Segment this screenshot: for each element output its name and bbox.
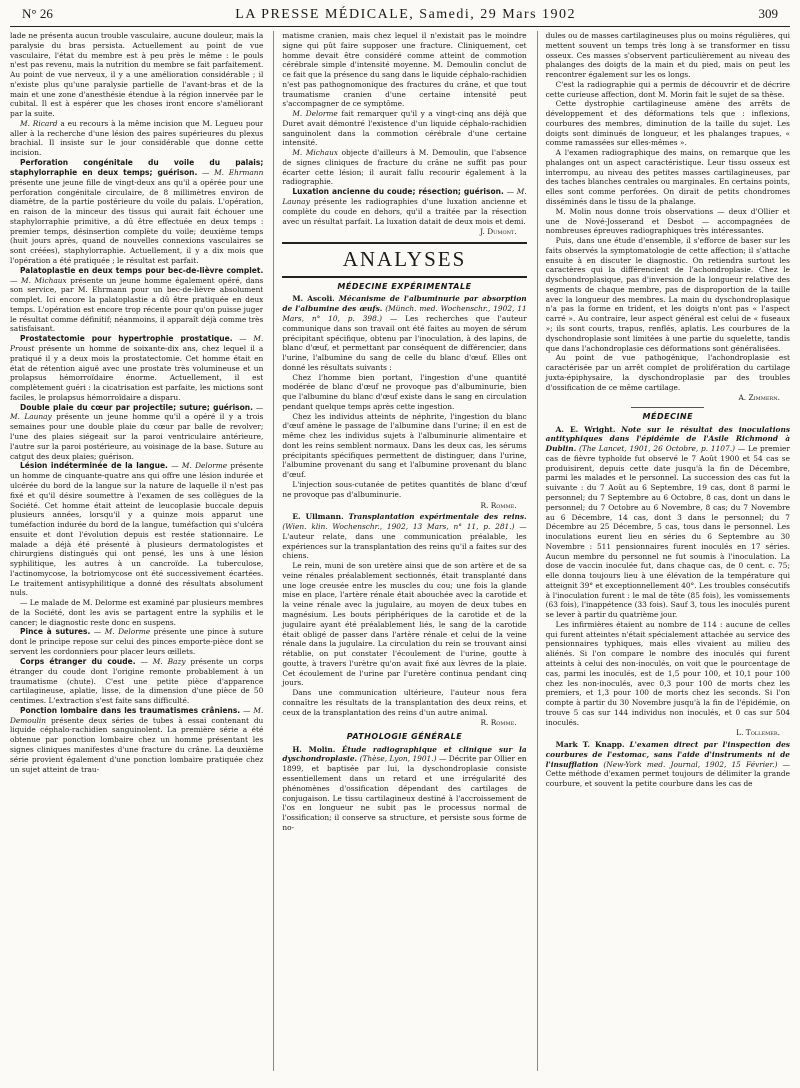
running-header: [10, 6, 790, 27]
case-report: Corps étranger du coude. — M. Bazy présente un corps étranger du coude dont l'origine remonte probablement à un traumatisme (chute). C'est une petite pièce d'apparence cartilagineuse, aplatie, lisse, de la dimension d'une pièce de 50 centimes. L'extraction s'est faite sans difficulté.: [10, 656, 264, 706]
review-entry: E. Ullmann. Transplantation expérimentale des reins. (Wien. klin. Wochenschr., 1902, 13 Mars, n° 11, p. 281.) — L'auteur relate, dans une communication préalable, les expériences sur la transplantation des reins qu'il a faites sur des chiens.: [282, 512, 527, 561]
analyses-heading: ANALYSES: [282, 242, 526, 278]
signature: R. Romme.: [480, 500, 517, 510]
paragraph: Puis, dans une étude d'ensemble, il s'efforce de baser sur les faits observés la symptomatologie de cette affection; il s'attache ensuite à en discuter le diagnostic. On retiendra surtout les caractères qui la différencient de l'achondroplasie. Chez le dyschondroplasique, pas d'inversion de la longueur relative des segments de chaque membre, pas de disproportion de la taille avec la longueur des membres. La main du dyschondroplasique n'a pas la forme en trident, et les doigts n'ont pas « l'aspect carré ». Au contraire, leur aspect général est celui de « fuseaux »; ils sont courts, trapus, renflés, aplatis. Les courbures de la dyschondroplasie sont limitées à une partie du squelette, tandis que dans l'achondroplasie ces déformations sont généralisées.: [545, 236, 790, 353]
case-report: Prostatectomie pour hypertrophie prostatique. — M. Proust présente un homme de soixante-dix ans, chez lequel il a pratiqué il y a deux mois la prostatectomie. Cet homme était en état de rétention aiguë avec une prostate très volumineuse et un prolapsus hémorroïdaire énorme. Actuellement, il est complètement guéri : la cicatrisation est parfaite, les mictions sont faciles, le prolapsus hémorroïdaire a disparu.: [10, 334, 264, 402]
column-2: [273, 31, 526, 1071]
paragraph: Chez l'homme bien portant, l'ingestion d'une quantité modérée de blanc d'œuf ne provoque pas d'albuminurie, bien que l'albumine du blanc d'œuf existe dans le sang en circulation pendant quelque temps après cette ingestion.: [282, 372, 527, 411]
column-1: [10, 31, 263, 1071]
review-entry: M. Ascoli. Mécanisme de l'albuminurie par absorption de l'albumine des œufs. (Münch. med. Wochenschr., 1902, 11 Mars, n° 10, p. 398.) — Les recherches que l'auteur communique dans son travail ont été faites au moyen de sérum précipitant spécifique, obtenu par l'inoculation, à des lapins, de blanc d'œuf, et permettant par conséquent de différencier, dans l'urine, l'albumine du sang de celle du blanc d'œuf. Elles ont donné les résultats suivants :: [282, 294, 527, 372]
case-report: Palatoplastie en deux temps pour bec-de-lièvre complet. — M. Michaux présente un jeune homme également opéré, dans son service, par M. Ehrmann pour un bec-de-lièvre absolument complet. Ici encore la palatoplastie a dû être pratiquée en deux temps. L'opération est encore trop récente pour qu'on puisse juger le résultat comme définitif; néanmoins, il apparaît déjà comme très satisfaisant.: [10, 265, 264, 334]
case-report: Perforation congénitale du voile du palais; staphylorraphie en deux temps; guérison. — M. Ehrmann présente une jeune fille de vingt-deux ans qu'il a opérée pour une perforation congénitale circulaire, de 8 millimètres environ de diamètre, de la partie postérieure du voile du palais. L'opération, en raison de la minceur des tissus qui aurait fait échouer une staphylorraphie primitive, a dû être effectuée en deux temps : premier temps, désinsertion complète du voile; deuxième temps (huit jours après, quand de nouvelles connexions vasculaires se sont créées), staphylorraphie. Actuellement, il y a dix mois que l'opération a été pratiquée ; le résultat est parfait.: [10, 157, 264, 265]
paragraph: Dans une communication ultérieure, l'auteur nous fera connaître les résultats de la transplantation des deux reins, et ceux de la transplantation des reins d'un autre animal.: [282, 688, 527, 717]
paragraph: M. Ricard a eu recours à la même incision que M. Legueu pour aller à la recherche d'une lésion des paires supérieures du plexus brachial. Il insiste sur le jour considérable que donne cette incision.: [10, 118, 264, 158]
paragraph: Les infirmières étaient au nombre de 114 : aucune de celles qui furent atteintes n'était spécialement attachée au service des pensionnaires typhiques, mais elles vivaient au milieu des aliénés. Si l'on compare le nombre des inoculés qui furent atteints à celui des non-inoculés, on voit que le pourcentage de cas, parmi les inoculés, est de 1,5 pour 100, et 10,1 pour 100 chez les non-inoculés, avec 0,3 pour 100 de morts chez les premiers, et 1,3 pour 100 de morts chez les seconds. Si l'on compte à partir du 30 Novembre jusqu'à la fin de l'épidémie, on trouve 5 cas sur 144 individus non inoculés, et 0 cas sur 504 inoculés.: [545, 619, 790, 727]
section-heading: MÉDECINE EXPÉRIMENTALE: [337, 281, 472, 291]
paragraph: Au point de vue pathogénique, l'achondroplasie est caractérisée par un arrêt complet de prolifération du cartilage juxta-épiphysaire, la dyschondroplasie par des troubles d'ossification de ce même cartilage.: [545, 353, 790, 392]
paragraph: dules ou de masses cartilagineuses plus ou moins régulières, qui mettent souvent un temps très long à se transformer en tissu osseux. Ces masses s'observent particulièrement au niveau des phalanges des doigts de la main et du pied, mais on peut les rencontrer également sur les os longs.: [545, 31, 790, 80]
case-title: Ponction lombaire dans les traumatismes crâniens.: [20, 705, 241, 715]
case-title: Corps étranger du coude.: [20, 656, 136, 666]
case-report: Double plaie du cœur par projectile; suture; guérison. — M. Launay présente un jeune homme qu'il a opéré il y a trois semaines pour une double plaie du cœur par balle de revolver; l'une des plaies siégeait sur la paroi ventriculaire antérieure, l'autre sur la paroi postérieure, au voisinage de la base. Suture au catgut des deux plaies; guérison.: [10, 402, 264, 461]
case-title: Double plaie du cœur par projectile; suture; guérison.: [20, 402, 253, 412]
column-3: [537, 31, 790, 1071]
case-title: Luxation ancienne du coude; résection; guérison.: [292, 187, 504, 197]
newspaper-page: [10, 6, 790, 1076]
review-entry: A. E. Wright. Note sur le résultat des inoculations antityphiques dans l'épidémie de l'Asile Richmond à Dublin. (The Lancet, 1901, 26 Octobre, p. 1107.) — Le premier cas de fièvre typhoïde fut observé le 7 Août 1900 et 54 cas se produisirent, depuis cette date jusqu'à la fin de Décembre, parmi les malades et le personnel. La succession des cas fut la suivante : du 7 Août au 6 Septembre, 19 cas, dont 8 parmi le personnel; du 7 Septembre au 6 Octobre, 8 cas, dont un dans le personnel; du 7 Octobre au 6 Novembre, 8 cas; du 7 Novembre au 6 Décembre, 14 cas, dont 3 dans le personnel; du 7 Décembre au 25 Décembre, 5 cas, tous dans le personnel. Les inoculations eurent lieu en séries du 6 Septembre au 30 Novembre : 511 pensionnaires furent inoculés en 17 séries. Aucun membre du personnel ne fut soumis à l'inoculation. La dose de vaccin inoculée fut, dans chaque cas, de 0 cent. c. 75; elle donna toujours lieu à une élévation de la température qui atteignit 39° et exceptionnellement 40°. Les troubles consécutifs à l'inoculation furent : le mal de tête (85 fois), les vomissements (63 fois), l'inappétence (33 fois). Sauf 3, tous les inoculés purent se lever à partir du quatrième jour.: [545, 424, 790, 620]
page-number: 309: [758, 6, 778, 21]
paragraph: Cette dystrophie cartilagineuse amène des arrêts de développement et des déformations tels que : inflexions, courbures des membres, diminution de la taille du sujet. Les doigts sont diminués de longueur, et les phalanges trapues, « comme ramassées sur elles-mêmes ».: [545, 99, 790, 148]
signature: A. Zimmern.: [738, 393, 780, 403]
section-heading: PATHOLOGIE GÉNÉRALE: [346, 732, 463, 742]
paragraph: Le rein, muni de son uretère ainsi que de son artère et de sa veine rénales préalablement sectionnés, était transplanté dans une loge creusée entre les muscles du cou; une fois la glande mise en place, l'artère rénale était abouchée avec la carotide et la veine rénale avec la jugulaire, au moyen de deux tubes en magnésium. Les bouts périphériques de la carotide et de la jugulaire ayant été préalablement liés, le sang de la carotide était obligé de passer dans l'artère rénale et celui de la veine rénale dans la jugulaire. La circulation du rein se trouvant ainsi rétablie, on put constater l'écoulement de l'urine, goutte à goutte, à travers l'urètre qu'on avait fixé aux lèvres de la plaie. Cet écoulement de l'urine par l'uretère continua pendant cinq jours.: [282, 561, 527, 688]
section-heading: MÉDECINE: [642, 412, 694, 422]
signature: J. Dumont.: [480, 227, 517, 237]
signature: L. Tollemer.: [736, 728, 780, 738]
paragraph: Chez les individus atteints de néphrite, l'ingestion du blanc d'œuf amène le passage de l'albumine dans l'urine; il en est de même chez les individus sujets à l'albuminurie alimentaire et dont les reins semblent normaux. Dans les deux cas, les sérums précipitants spécifiques permettent de distinguer, dans l'urine, l'albumine provenant du sang et l'albumine provenant du blanc d'œuf.: [282, 411, 527, 480]
journal-title: LA PRESSE MÉDICALE, Samedi, 29 Mars 1902: [235, 7, 577, 22]
paragraph: — Le malade de M. Delorme est examiné par plusieurs membres de la Société, dont les avis se partagent entre la syphilis et le cancer; le diagnostic reste donc en suspens.: [10, 598, 264, 627]
paragraph: C'est la radiographie qui a permis de découvrir et de décrire cette curieuse affection, dont M. Morin fait le sujet de sa thèse.: [545, 79, 790, 99]
divider: [631, 407, 704, 408]
case-report: Lésion indéterminée de la langue. — M. Delorme présente un homme de cinquante-quatre ans qui offre une lésion indurée et ulcérée du bord de la langue sur la nature de laquelle il n'est pas fixé et qu'il désire soumettre à l'examen de ses collègues de la Société. Cet homme était atteint de leucoplasie buccale depuis plusieurs années, lorsqu'il y a quinze mois apparut une tuméfaction indurée du bord de la langue, tuméfaction qui s'ulcéra ensuite et dont l'évolution depuis est restée stationnaire. Le malade a déjà été présenté à plusieurs dermatologistes et chirurgiens distingués qui ont pensé, les uns à une lésion syphilitique, les autres à un cancroïde. La tuberculose, l'actinomycose, la botriomycose ont été successivement écartées. Le traitement antisyphilitique a donné des résultats absolument nuls.: [10, 461, 264, 598]
case-report: Ponction lombaire dans les traumatismes crâniens. — M. Demoulin présente deux séries de tubes à essai contenant du liquide céphalo-rachidien sanguinolent. La première série a été obtenue par ponction lombaire chez un homme présentant les signes cliniques manifestes d'une fracture du crâne. La deuxième série provient également d'une ponction lombaire pratiquée chez un sujet atteint de trau-: [10, 705, 264, 774]
text-columns: [10, 31, 790, 1071]
case-title: Perforation congénitale du voile du palais; staphylorraphie en deux temps; guérison.: [10, 157, 264, 177]
review-entry: Mark T. Knapp. L'examen direct par l'inspection des courbures de l'estomac, sans l'aide d'instruments ni de l'insufflation (New-York med. Journal, 1902, 15 Février.) — Cette méthode d'examen permet toujours de délimiter la grande courbure, et souvent la petite courbure dans les cas de: [545, 740, 790, 789]
case-title: Lésion indéterminée de la langue.: [20, 461, 168, 471]
issue-number: N° 26: [22, 6, 53, 21]
paragraph: matisme cranien, mais chez lequel il n'existait pas le moindre signe qui pût faire supposer une fracture. Cliniquement, cet homme devait être considéré comme atteint de commotion cérébrale simple d'intensité moyenne. M. Demoulin conclut de ce fait que la présence du sang dans le liquide céphalo-rachidien n'est pas pathognomonique des fractures du crâne, et que tout traumatisme cranien d'une certaine intensité peut s'accompagner de ce symptôme.: [282, 31, 527, 109]
paragraph: M. Delorme fait remarquer qu'il y a vingt-cinq ans déjà que Duret avait démontré l'existence d'un liquide céphalo-rachidien sanguinolent dans la commotion cérébrale d'une certaine intensité.: [282, 109, 527, 148]
paragraph: M. Michaux objecte d'ailleurs à M. Demoulin, que l'absence de signes cliniques de fracture du crâne ne suffit pas pour écarter cette lésion; il aurait fallu recourir également à la radiographie.: [282, 148, 527, 187]
case-title: Prostatectomie pour hypertrophie prostatique.: [20, 334, 233, 344]
paragraph: A l'examen radiographique des mains, on remarque que les phalanges ont un aspect caractéristique. Leur tissu osseux est interrompu, au niveau des petites masses cartilagineuses, par des taches blanches centrales ou marginales. En certains points, elles sont comme perforées. On dirait de petits chondromes disséminés dans le tissu de la phalange.: [545, 148, 790, 207]
paragraph: M. Molin nous donne trois observations — deux d'Ollier et une de Nové-Josserand et Desbot — accompagnées de nombreuses épreuves radiographiques très intéressantes.: [545, 206, 790, 236]
signature: R. Romme.: [480, 718, 517, 728]
case-title: Palatoplastie en deux temps pour bec-de-lièvre complet.: [20, 265, 264, 275]
case-report: Luxation ancienne du coude; résection; guérison. — M. Launay présente les radiographies d'une luxation ancienne et complète du coude en dehors, qu'il a traitée par la résection avec un résultat parfait. La luxation datait de deux mois et demi.: [282, 187, 527, 226]
review-entry: H. Molin. Étude radiographique et clinique sur la dyschondroplasie. (Thèse, Lyon, 1901.) — Décrite par Ollier en 1899, et baptisée par lui, la dyschondroplasie consiste essentiellement dans un retard et une irrégularité des phénomènes d'ossification dépendant des cartilages de conjugaison. Le tissu cartilagineux destiné à l'accroissement de l'os en longueur ne subit pas le processus normal de l'ossification; il conserve sa structure, et persiste sous forme de no-: [282, 744, 527, 832]
case-report: Pince à sutures. — M. Delorme présente une pince à suture dont le principe repose sur celui des pinces emporte-pièce dont se servent les cordonniers pour placer leurs œillets.: [10, 627, 264, 657]
case-title: Pince à sutures.: [20, 627, 91, 637]
paragraph: lade ne présenta aucun trouble vasculaire, aucune douleur, mais la paralysie du bras persista. Actuellement au point de vue vasculaire, l'état du membre est à peu près le même : le pouls n'est pas revenu, mais la nutrition du membre se fait parfaitement. Au point de vue nerveux, il y a une amélioration considérable ; il n'existe plus qu'une paralysie partielle de l'avant-bras et de la main et une zone d'anesthésie étendue à la région innervée par le cubital. Il est à espérer que les choses iront encore s'améliorant par la suite.: [10, 31, 264, 119]
paragraph: L'injection sous-cutanée de petites quantités de blanc d'œuf ne provoque pas d'albuminurie.: [282, 480, 527, 499]
